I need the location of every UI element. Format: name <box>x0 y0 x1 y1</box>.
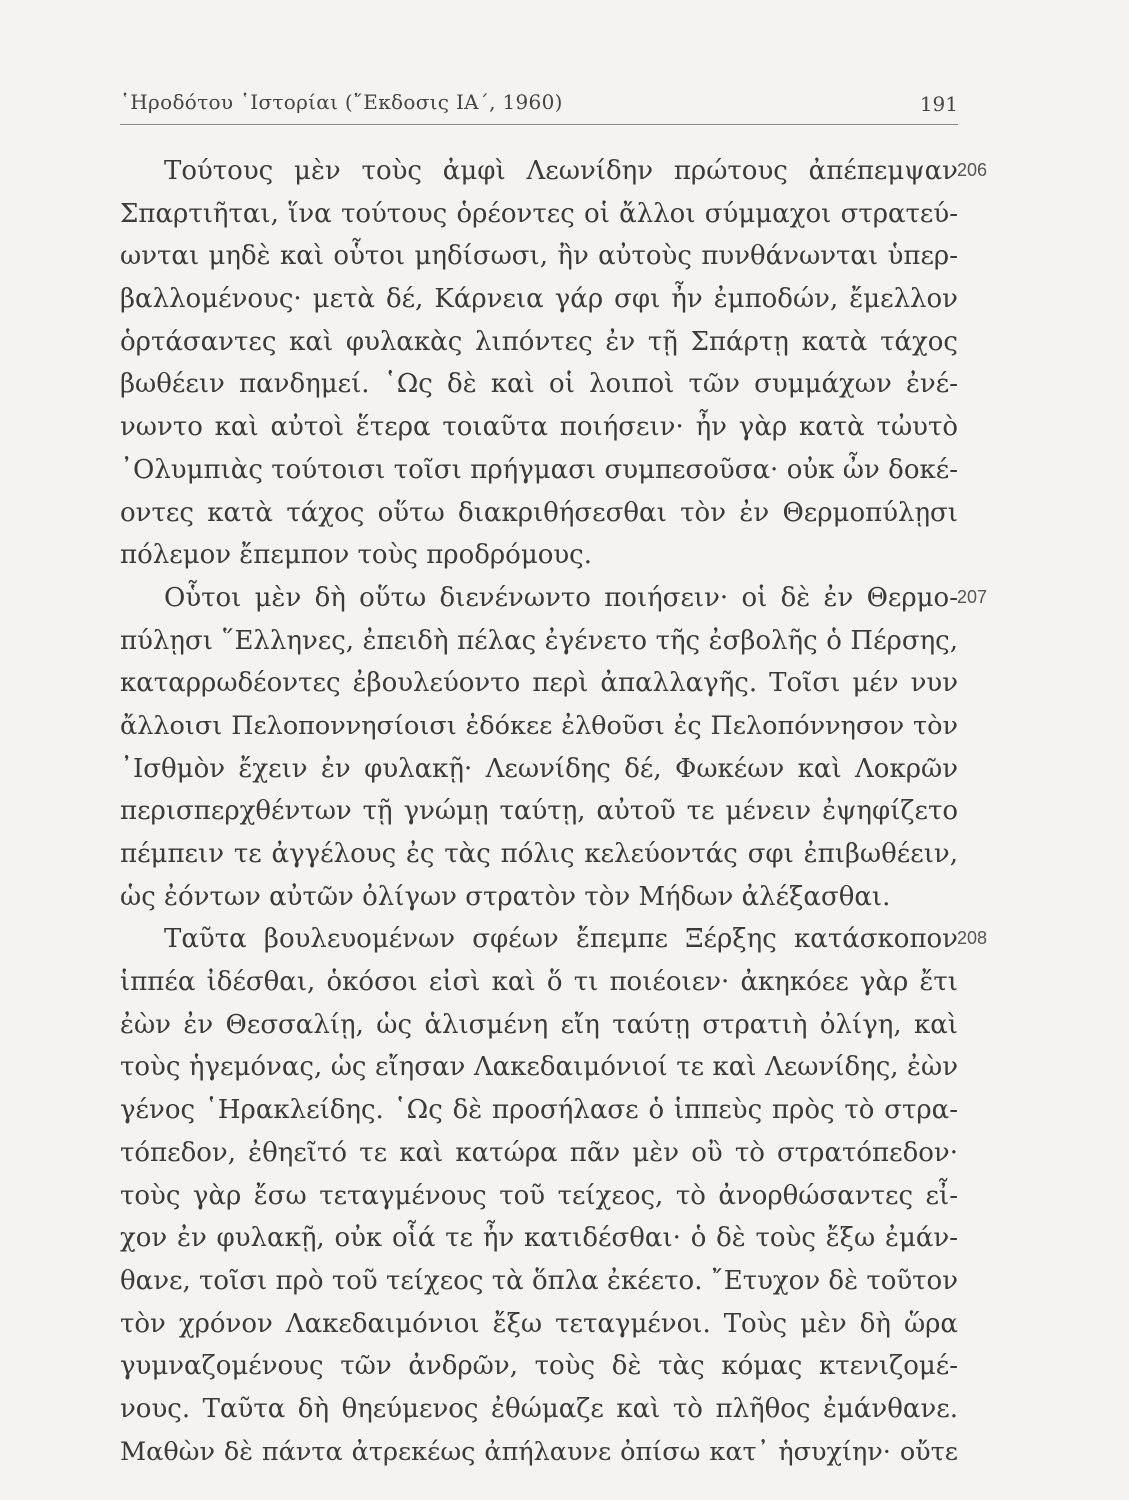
text-line: Τούτους μὲν τοὺς ἀμφὶ Λεωνίδην πρώτους ἀπέπεμψαν <box>164 156 958 186</box>
text-line: Μαθὼν δὲ πάντα ἀτρεκέως ἀπήλαυνε ὀπίσω κατ᾿ ἡσυχίην· οὔτε <box>120 1436 958 1467</box>
text-line: πέμπειν τε ἀγγέλους ἐς τὰς πόλις κελεύοντάς σφι ἐπιβωθέειν, <box>120 839 958 869</box>
text-line: τοὺς ἡγεμόνας, ὡς εἴησαν Λακεδαιμόνιοί τε καὶ Λεωνίδης, ἐὼν <box>120 1052 958 1083</box>
chapter-number-206: 206 <box>957 160 988 180</box>
text-line: πύλῃσι ῞Ελληνες, ἐπειδὴ πέλας ἐγένετο τῆς ἐσβολῆς ὁ Πέρσης, <box>120 625 958 656</box>
text-line: τοὺς γὰρ ἔσω τεταγμένους τοῦ τείχεος, τὸ ἀνορθώσαντες εἶ- <box>120 1180 958 1211</box>
text-line: Ταῦτα βουλευομένων σφέων ἔπεμπε Ξέρξης κατάσκοπον <box>164 924 958 955</box>
body-text <box>120 150 958 1473</box>
text-line: οντες κατὰ τάχος οὕτω διακριθήσεσθαι τὸν ἐν Θερμοπύλῃσι <box>120 497 958 528</box>
text-line: ᾿Ολυμπιὰς τούτοισι τοῖσι πρήγμασι συμπεσοῦσα· οὐκ ὦν δοκέ- <box>120 454 958 485</box>
text-line: γυμναζομένους τῶν ἀνδρῶν, τοὺς δὲ τὰς κόμας κτενιζομέ- <box>120 1351 958 1382</box>
page-number: 191 <box>919 92 958 116</box>
text-line: ἐὼν ἐν Θεσσαλίῃ, ὡς ἁλισμένη εἴη ταύτῃ στρατιὴ ὀλίγη, καὶ <box>120 1009 958 1040</box>
text-line: νωντο καὶ αὐτοὶ ἕτερα τοιαῦτα ποιήσειν· ἦν γὰρ κατὰ τὠυτὸ <box>120 412 958 443</box>
text-line: ὡς ἐόντων αὐτῶν ὀλίγων στρατὸν τὸν Μήδων ἀλέξασθαι. <box>120 881 891 912</box>
text-line: περισπερχθέντων τῇ γνώμῃ ταύτῃ, αὐτοῦ τε μένειν ἐψηφίζετο <box>120 796 958 827</box>
text-line: χον ἐν φυλακῇ, οὐκ οἷά τε ἦν κατιδέσθαι· ὁ δὲ τοὺς ἔξω ἐμάν- <box>120 1223 958 1254</box>
text-line: γένος ῾Ηρακλείδης. ῾Ως δὲ προσήλασε ὁ ἱππεὺς πρὸς τὸ στρα- <box>120 1095 958 1126</box>
header-rule <box>120 124 958 125</box>
text-line: Οὗτοι μὲν δὴ οὕτω διενένωντο ποιήσειν· οἱ δὲ ἐν Θερμο- <box>164 582 958 613</box>
text-line: βωθέειν πανδημεί. ῾Ως δὲ καὶ οἱ λοιποὶ τῶν συμμάχων ἐνέ- <box>120 369 958 400</box>
text-line: τόπεδον, ἐθηεῖτό τε καὶ κατώρα πᾶν μὲν οὒ τὸ στρατόπεδον· <box>120 1137 958 1168</box>
text-line: τὸν χρόνον Λακεδαιμόνιοι ἔξω τεταγμένοι. Τοὺς μὲν δὴ ὥρα <box>120 1308 958 1339</box>
text-line: ωνται μηδὲ καὶ οὗτοι μηδίσωσι, ἢν αὐτοὺς πυνθάνωνται ὑπερ- <box>120 241 958 272</box>
text-line: καταρρωδέοντες ἐβουλεύοντο περὶ ἀπαλλαγῆς. Τοῖσι μέν νυν <box>120 668 958 699</box>
running-head-title: ῾Ηροδότου ῾Ιστορίαι (῎Εκδοσις ΙΑ΄, 1960) <box>120 90 563 114</box>
text-line: ὁρτάσαντες καὶ φυλακὰς λιπόντες ἐν τῇ Σπάρτῃ κατὰ τάχος <box>120 326 958 357</box>
text-line: θανε, τοῖσι πρὸ τοῦ τείχεος τὰ ὅπλα ἐκέετο. ῎Ετυχον δὲ τοῦτον <box>120 1265 958 1296</box>
text-line: ἄλλοισι Πελοποννησίοισι ἐδόκεε ἐλθοῦσι ἐς Πελοπόννησον τὸν <box>120 710 958 741</box>
chapter-number-207: 207 <box>957 587 988 607</box>
running-head <box>120 84 958 124</box>
text-line: ᾿Ισθμὸν ἔχειν ἐν φυλακῇ· Λεωνίδης δέ, Φωκέων καὶ Λοκρῶν <box>120 753 958 784</box>
text-line: πόλεμον ἔπεμπον τοὺς προδρόμους. <box>120 540 592 571</box>
text-line: νους. Ταῦτα δὴ θηεύμενος ἐθώμαζε καὶ τὸ πλῆθος ἐμάνθανε. <box>120 1393 958 1424</box>
text-line: ἱππέα ἰδέσθαι, ὁκόσοι εἰσὶ καὶ ὅ τι ποιέοιεν· ἀκηκόεε γὰρ ἔτι <box>120 967 958 998</box>
text-line: Σπαρτιῆται, ἵνα τούτους ὁρέοντες οἱ ἄλλοι σύμμαχοι στρατεύ- <box>120 198 958 229</box>
chapter-number-208: 208 <box>957 928 988 948</box>
text-line: βαλλομένους· μετὰ δέ, Κάρνεια γάρ σφι ἦν ἐμποδών, ἔμελλον <box>120 284 958 315</box>
